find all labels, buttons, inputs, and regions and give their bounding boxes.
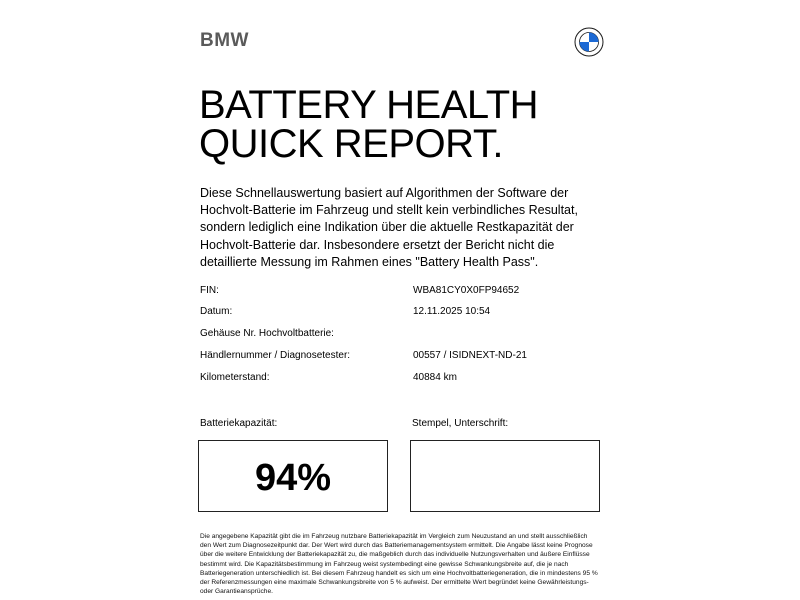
info-value: WBA81CY0X0FP94652 xyxy=(413,285,520,296)
info-row-dealer xyxy=(200,348,600,364)
info-row-fin xyxy=(200,283,600,299)
info-label: Kilometerstand: xyxy=(200,372,270,383)
info-value: 00557 / ISIDNEXT-ND-21 xyxy=(413,350,527,361)
info-row-battery-housing xyxy=(200,326,600,342)
report-title-line-2: QUICK REPORT. xyxy=(199,122,503,166)
info-label: Händlernummer / Diagnosetester: xyxy=(200,350,351,361)
info-value: 12.11.2025 10:54 xyxy=(413,306,491,317)
intro-paragraph: Diese Schnellauswertung basiert auf Algorithmen der Software der Hochvolt-Batterie im Fahrzeug und stellt kein verbindliches Resultat, sondern lediglich eine Indikation über die aktuelle Restkapazität der Hochvolt-Batterie dar. Insbesondere ersetzt der Bericht nicht die detaillierte Messung im Rahmen eines "Battery Health Pass". xyxy=(200,186,578,269)
capacity-box xyxy=(198,440,388,512)
brand-wordmark: BMW xyxy=(200,30,249,51)
bmw-roundel-icon xyxy=(574,27,604,57)
info-value: 40884 km xyxy=(413,372,457,383)
capacity-value: 94% xyxy=(254,457,332,499)
stamp-label: Stempel, Unterschrift: xyxy=(412,418,509,429)
info-row-mileage xyxy=(200,370,600,386)
stamp-signature-box xyxy=(410,440,600,512)
info-row-date xyxy=(200,304,600,320)
report-title-line-1: BATTERY HEALTH xyxy=(199,83,539,127)
info-label: Gehäuse Nr. Hochvoltbatterie: xyxy=(200,328,334,339)
capacity-label: Batteriekapazität: xyxy=(200,418,278,429)
disclaimer-text: Die angegebene Kapazität gibt die im Fahrzeug nutzbare Batteriekapazität im Vergleich zum Neuzustand an und stellt ausschließlich den Wert zum Diagnosezeitpunkt dar. Der Wert wird durch das Batteriemanagementsystem ermittelt. Die Angabe lässt keine Prognose über die weitere Entwicklung der Batteriekapazität zu, die maßgeblich durch das individuelle Nutzungsverhalten und äußere Einflüsse bestimmt wird. Die Kapazitätsbestimmung im Fahrzeug weist systembedingt eine gewisse Schwankungsbreite auf, die je nach Batteriegeneration unterschiedlich ist. Bei diesem Fahrzeug handelt es sich um eine Hochvoltbatteriegeneration, die in mindestens 95 % der Referenzmessungen eine maximale Schwankungsbreite von 5 % aufweist. Der ermittelte Wert begründet keine Gewährleistungs- oder Garantieansprüche. xyxy=(200,533,598,596)
info-label: Datum: xyxy=(200,306,233,317)
report-title xyxy=(199,83,539,166)
info-label: FIN: xyxy=(200,285,219,296)
